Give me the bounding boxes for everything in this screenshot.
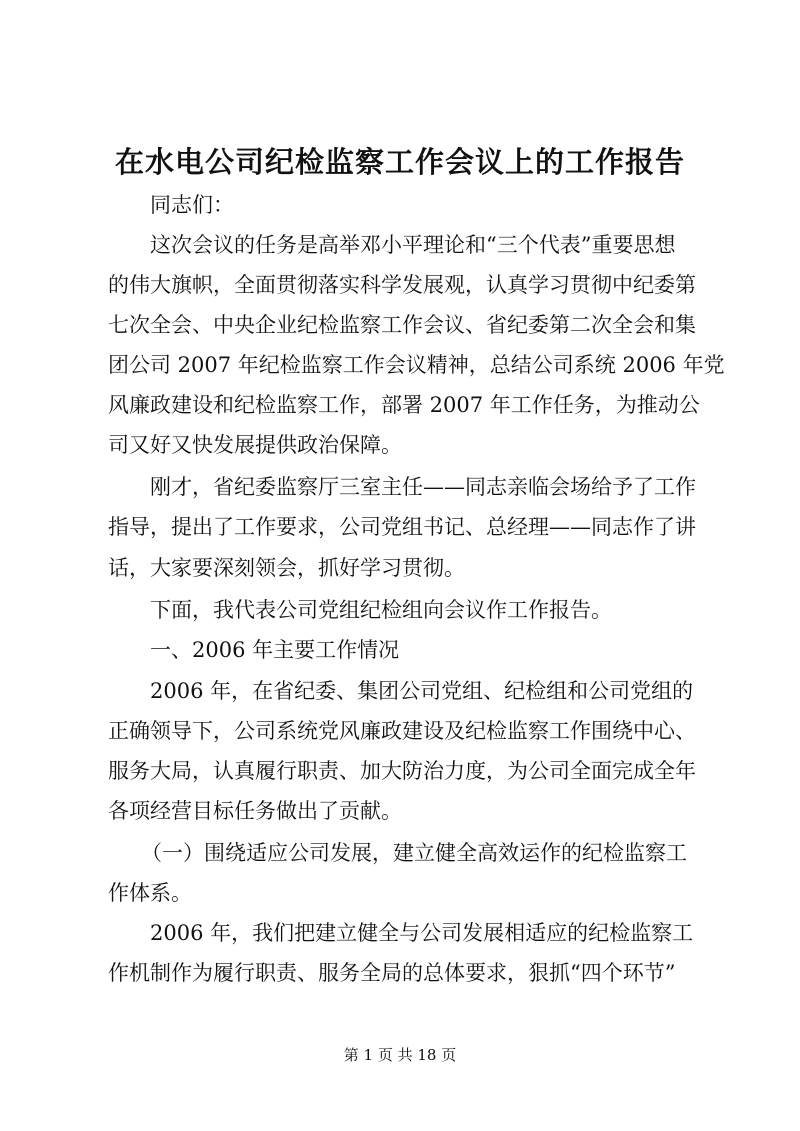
section-heading: 一、2006 年主要工作情况 [150,638,400,662]
document-title: 在水电公司纪检监察工作会议上的工作报告 [114,145,685,179]
body-line: 这次会议的任务是高举邓小平理论和“三个代表”重要思想 [150,233,676,257]
body-line: 团公司 2007 年纪检监察工作会议精神，总结公司系统 2006 年党 [108,353,725,377]
body-line: 话，大家要深刻领会，抓好学习贯彻。 [108,556,465,580]
page-number-footer: 第 1 页 共 18 页 [343,1046,457,1064]
body-line: 2006 年，我们把建立健全与公司发展相适应的纪检监察工 [150,921,694,945]
body-line: 作体系。 [108,881,192,905]
body-line: 各项经营目标任务做出了贡献。 [108,799,402,823]
salutation: 同志们： [150,193,234,217]
body-line: 风廉政建设和纪检监察工作，部署 2007 年工作任务，为推动公 [108,393,700,417]
body-line: 司又好又快发展提供政治保障。 [108,433,402,457]
body-line: 指导，提出了工作要求，公司党组书记、总经理——同志作了讲 [108,515,696,539]
subsection-heading: （一）围绕适应公司发展，建立健全高效运作的纪检监察工 [141,841,687,865]
body-line: 2006 年，在省纪委、集团公司党组、纪检组和公司党组的 [150,679,694,703]
body-line: 正确领导下，公司系统党风廉政建设及纪检监察工作围绕中心、 [108,719,696,743]
body-line: 的伟大旗帜，全面贯彻落实科学发展观，认真学习贯彻中纪委第 [108,273,696,297]
body-line: 服务大局，认真履行职责、加大防治力度，为公司全面完成全年 [108,759,696,783]
body-line: 刚才，省纪委监察厅三室主任——同志亲临会场给予了工作 [150,475,696,499]
body-line: 下面，我代表公司党组纪检组向会议作工作报告。 [150,598,612,622]
body-line: 七次全会、中央企业纪检监察工作会议、省纪委第二次全会和集 [108,313,696,337]
body-line: 作机制作为履行职责、服务全局的总体要求，狠抓“四个环节” [108,961,676,985]
